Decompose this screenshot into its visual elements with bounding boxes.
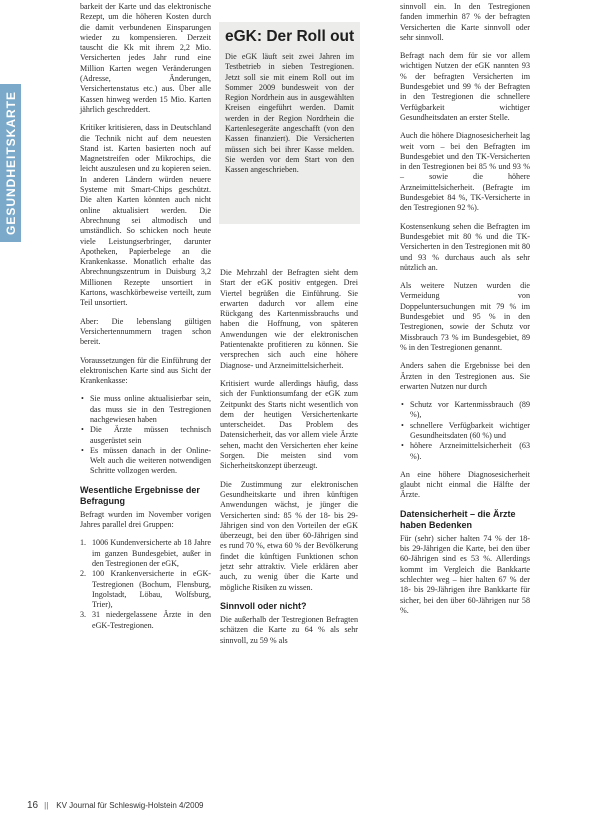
paragraph: Kritiker kritisieren, dass in Deutschland die Technik nicht auf dem neuesten Stand ist. Karten basierten noch auf Magnetstreifen oder Mikrochips, die leicht auszulesen und zu kopieren seien. In anderen Ländern würden neuere Systeme mit Smart-Chips geschützt. Die alten Karten könnten auch nicht online aktualisiert werden. Die Abrechnung sei altmodisch und umständlich. So schicken noch heute viele Leistungserbringer, darunter Apotheken, Papierbelege an die Krankenkasse. Monatlich erhalte das Abrechnungszentrum in Duisburg 3,2 Millionen Rezepte unsortiert in Kartons, waschkörbeweise verteilt, zum Teil unsortiert. <box>80 123 211 308</box>
list-text: 100 Krankenversicherte in eGK-Testregionen (Bochum, Flensburg, Ingolstadt, Löbau, Wolfsburg, Trier), <box>92 569 211 610</box>
list-item: • Sie muss online aktualisierbar sein, das muss sie in den Testregionen nachgewiesen haben <box>80 394 211 425</box>
paragraph: Befragt nach dem für sie vor allem wichtigen Nutzen der eGK nannten 93 % der befragten Versicherten im Bundesgebiet und 99 % der Befragten in den Testregionen die schnellere Verfügbarkeit wichtiger Gesundheitsdaten an erster Stelle. <box>400 51 530 122</box>
box-text: Die eGK läuft seit zwei Jahren im Testbetrieb in sieben Testregionen. Jetzt soll sie mit einem Roll out im Sommer 2009 bundesweit von der Region Nordrhein aus in ausgewählten Kreisen eingeführt werden. Damit werden in der Region Nordrhein die Kartenlesegeräte angeschafft (von den Kassen finanziert). Die Versicherten müssen sich bei ihrer Kasse melden. Sie werden vor dem Start von den Kassen angeschrieben. <box>225 52 354 175</box>
list-item: • höhere Arzneimittelsicherheit (63 %). <box>400 441 530 462</box>
requirements-list <box>80 394 211 476</box>
list-item <box>80 610 211 631</box>
column-left <box>80 2 211 639</box>
paragraph: Die Mehrzahl der Befragten sieht dem Start der eGK positiv entgegen. Drei Viertel begrüßen die Einführung. Sie erwarten dadurch vor allem eine Rückgang des Kartenmissbrauchs und haben die Hoffnung, von späteren Anwendungen wie der elektronischen Patientenakte profitieren zu können. Sie versprechen sich auch eine höhere Diagnose- und Arzneimittelsicherheit. <box>220 268 358 370</box>
paragraph: Befragt wurden im November vorigen Jahres parallel drei Gruppen: <box>80 509 211 530</box>
list-number: 2. <box>80 569 87 579</box>
footer-separator: || <box>44 801 49 810</box>
section-heading: Datensicherheit – die Ärzte haben Bedenken <box>400 508 516 530</box>
section-tab <box>0 84 21 242</box>
section-heading: Sinnvoll oder nicht? <box>220 600 307 611</box>
paragraph: Die Zustimmung zur elektronischen Gesundheitskarte und ihren künftigen Anwendungen wächst, je jünger die Versicherten sind: 85 % der 18- bis 29-Jährigen sind von den Vorteilen der eGK überzeugt, bei den über 60-Jährigen sind es rund 70 %, etwa 60 % der Bevölkerung findet die künftigen Funktionen schon jetzt sehr attraktiv. Viele erklären aber auch, zu wenig über die Karte und mögliche Risiken zu wissen. <box>220 479 358 592</box>
list-item: • Schutz vor Kartenmissbrauch (89 %), <box>400 400 530 421</box>
list-item <box>80 538 211 569</box>
section-tab-label: GESUNDHEITSKARTE <box>3 90 18 236</box>
groups-list <box>80 538 211 631</box>
page-number: 16 <box>27 800 39 811</box>
paragraph: Auch die höhere Diagnosesicherheit lag weit vorn – bei den Befragten im Bundesgebiet und den TK-Versicherten in den Testregionen bei 85 % und 93 % – sowie die höhere Arzneimittelsicherheit. (Befragte im Bundesgebiet 84 %, TK-Versicherte in den Testregionen 92 %). <box>400 131 530 213</box>
benefits-list <box>400 400 530 462</box>
box-title: eGK: Der Roll out <box>225 28 355 45</box>
column-right <box>400 2 530 624</box>
page-footer <box>27 800 203 811</box>
list-item: • Die Ärzte müssen technisch ausgerüstet sein <box>80 425 211 446</box>
list-text: 31 niedergelassene Ärzte in den eGK-Testregionen. <box>92 610 211 630</box>
paragraph: Voraussetzungen für die Einführung der elektronischen Karte sind aus Sicht der Krankenkasse: <box>80 355 211 386</box>
paragraph: An eine höhere Diagnosesicherheit glaubt nicht einmal die Hälfte der Ärzte. <box>400 469 530 500</box>
paragraph: Kostensenkung sehen die Befragten im Bundesgebiet mit 80 % und die TK-Versicherten in den Testregionen mit 80 und 93 % durchaus auch als sehr nützlich an. <box>400 221 530 272</box>
list-item: • Es müssen danach in der Online-Welt auch die weiteren notwendigen Schritte vollzogen werden. <box>80 446 211 477</box>
list-item <box>80 569 211 610</box>
list-number: 1. <box>80 538 87 548</box>
section-heading: Wesentliche Ergebnisse der Befragung <box>80 484 200 506</box>
paragraph: Die außerhalb der Testregionen Befragten schätzen die Karte zu 64 % als sehr sinnvoll, zu 59 % als <box>220 614 358 645</box>
paragraph: barkeit der Karte und das elektronische Rezept, um die höheren Kosten durch die damit verbundenen Einsparungen wieder zu kompensieren. Derzeit tauscht die Kk mit ihrem 2,2 Mio. Versicherten jedes Jahr rund eine Million Karten wegen Veränderungen (Adresse, Änderungen, Versichertenstatus etc.) aus. Über alle Kassen hinweg werden 15 Mio. Karten jährlich geschreddert. <box>80 2 211 114</box>
paragraph: Anders sahen die Ergebnisse bei den Ärzten in den Testregionen aus. Sie erwarten Nutzen nur durch <box>400 361 530 391</box>
list-item: • schnellere Verfügbarkeit wichtiger Gesundheitsdaten (60 %) und <box>400 421 530 442</box>
paragraph: Als weitere Nutzen wurden die Vermeidung von Doppeluntersuchungen mit 79 % im Bundesgebiet und 95 % in den Testregionen, sowie der Schutz vor Missbrauch 73 % im Bundesgebiet, 89 % in den Testregionen genannt. <box>400 281 530 352</box>
publication-name: KV Journal für Schleswig-Holstein 4/2009 <box>56 801 204 810</box>
list-text: 1006 Kundenversicherte ab 18 Jahre im ganzen Bundesgebiet, außer in den Testregionen der eGK, <box>92 538 211 568</box>
paragraph: Kritisiert wurde allerdings häufig, dass sich der Funktionsumfang der eGK zum Zeitpunkt des Starts nicht wesentlich von dem der heutigen Versichertenkarte unterscheidet. Das Problem des Datensicherheit, das vor allem viele Ärzte sehen, macht den Versicherten eher keine Sorgen. Die meisten sind vom Sicherheitskonzept überzeugt. <box>220 378 358 471</box>
rollout-box <box>219 22 360 224</box>
list-number: 3. <box>80 610 87 620</box>
paragraph: Für (sehr) sicher halten 74 % der 18- bis 29-Jährigen die Karte, bei den über 60-Jährigen sind es 53 %. Allerdings kommt im Vergleich die Bankkarte schlechter weg – hier halten 67 % der 18- bis 29-Jährigen ihre Bankkarte für sicher, bei den über 60-Jährigen nur 58 %. <box>400 533 530 615</box>
paragraph: sinnvoll ein. In den Testregionen fanden immerhin 87 % der befragten Versicherten die Karte sinnvoll oder sehr sinnvoll. <box>400 2 530 42</box>
paragraph: Aber: Die lebenslang gültigen Versichertennummern tragen schon bereit. <box>80 316 211 347</box>
column-middle <box>220 268 358 654</box>
